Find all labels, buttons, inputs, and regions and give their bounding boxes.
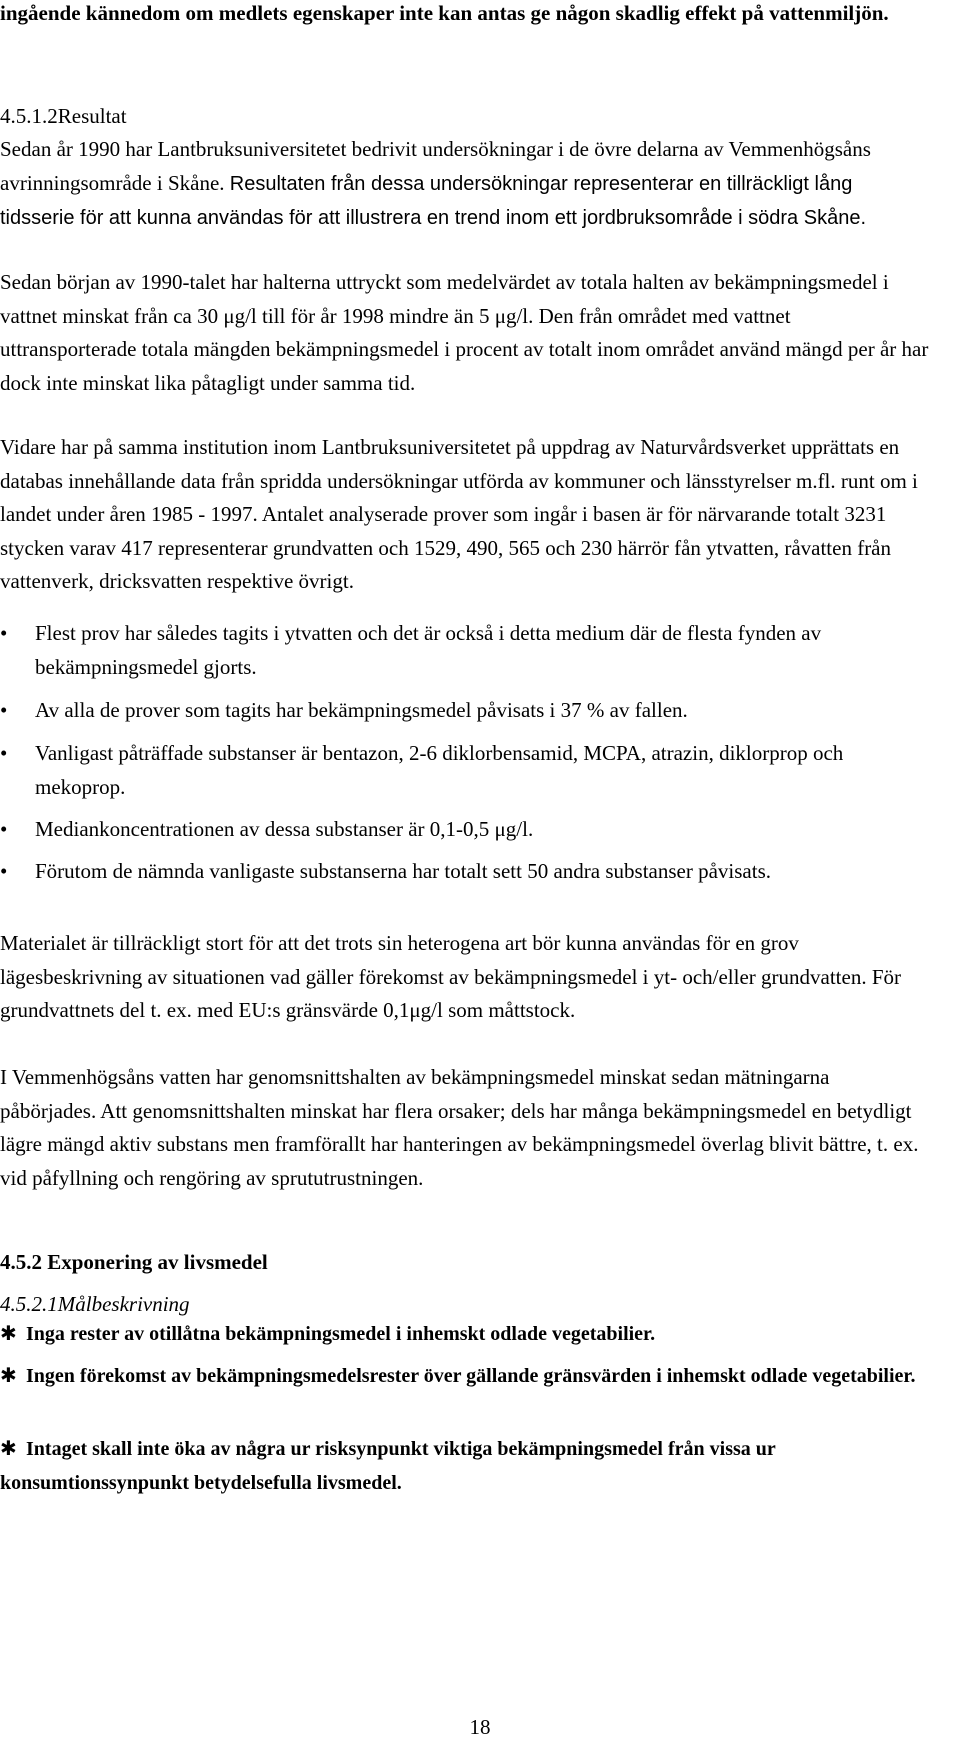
bullet-icon: • [0,741,8,765]
goal-item [0,1433,930,1500]
intro-paragraph: ingående kännedom om medlets egenskaper inte kan antas ge någon skadlig effekt på vattenmiljön. [0,1,889,25]
bullet-item [0,737,930,804]
paragraph-results-3: Vidare har på samma institution inom Lantbruksuniversitetet på uppdrag av Naturvårdsverket upprättats en databas innehållande data från spridda undersökningar utförda av kommuner och länsstyrelser m.fl. runt om i landet under åren 1985 - 1997. Antalet analyserade prover som ingår i basen är för närvarande totalt 3231 stycken varav 417 representerar grundvatten och 1529, 490, 565 och 230 härrör fån ytvatten, råvatten från vattenverk, dricksvatten respektive övrigt. [0,435,918,593]
bullet-item [0,855,930,889]
bullet-text: Vanligast påträffade substanser är bentazon, 2-6 diklorbensamid, MCPA, atrazin, diklorprop och mekoprop. [35,741,844,799]
bullet-text: Mediankoncentrationen av dessa substanser är 0,1-0,5 μg/l. [35,817,534,841]
asterisk-icon: ✱ [0,1365,17,1387]
bullet-icon: • [0,817,8,841]
goal-text: Intaget skall inte öka av några ur risksynpunkt viktiga bekämpningsmedel från vissa ur konsumtionssynpunkt betydelsefulla livsmedel. [0,1438,776,1494]
subsection-heading-4-5-2-1: 4.5.2.1Målbeskrivning [0,1292,190,1316]
bullet-item [0,617,930,684]
goal-item [0,1360,930,1394]
page-number: 18 [469,1715,491,1739]
bullet-icon: • [0,859,8,883]
paragraph-results-1-serif: Sedan år 1990 har Lantbruksuniversitetet bedrivit undersökningar i de övre delarna av Vemmenhögsåns avrinningsområde i Skåne. [0,137,871,195]
paragraph-results-2: Sedan början av 1990-talet har halterna uttryckt som medelvärdet av totala halten av bekämpningsmedel i vattnet minskat från ca 30 μg/l till för år 1998 mindre än 5 μg/l. Den från området med vattnet uttransporterade totala mängden bekämpningsmedel i procent av totalt inom området använd mängd per år har dock inte minskat lika påtagligt under samma tid. [0,270,929,395]
bullet-text: Förutom de nämnda vanligaste substanserna har totalt sett 50 andra substanser påvisats. [35,859,771,883]
section-heading-4-5-2: 4.5.2 Exponering av livsmedel [0,1250,268,1274]
bullet-icon: • [0,621,8,645]
bullet-item [0,813,930,847]
paragraph-results-4: Materialet är tillräckligt stort för att det trots sin heterogena art bör kunna användas för en grov lägesbeskrivning av situationen vad gäller förekomst av bekämpningsmedel i yt- och/eller grundvatten. För grundvattnets del t. ex. med EU:s gränsvärde 0,1μg/l som måttstock. [0,931,902,1022]
goal-item [0,1318,930,1352]
bullet-text: Flest prov har således tagits i ytvatten och det är också i detta medium där de flesta fynden av bekämpningsmedel gjorts. [35,621,822,679]
bullet-item [0,694,930,728]
asterisk-icon: ✱ [0,1438,17,1460]
bullet-text: Av alla de prover som tagits har bekämpningsmedel påvisats i 37 % av fallen. [35,698,688,722]
paragraph-results-5: I Vemmenhögsåns vatten har genomsnittshalten av bekämpningsmedel minskat sedan mätningarna påbörjades. Att genomsnittshalten minskat har flera orsaker; dels har många bekämpningsmedel en betydligt lägre mängd aktiv substans men framförallt har hanteringen av bekämpningsmedel överlag blivit bättre, t. ex. vid påfyllning och rengöring av sprututrustningen. [0,1065,919,1190]
paragraph-results-1 [0,133,930,236]
goal-text: Ingen förekomst av bekämpningsmedelsrester över gällande gränsvärden i inhemskt odlade vegetabilier. [26,1365,916,1387]
goal-text: Inga rester av otillåtna bekämpningsmedel i inhemskt odlade vegetabilier. [26,1323,656,1345]
asterisk-icon: ✱ [0,1323,17,1345]
bullet-icon: • [0,698,8,722]
paragraph-results-1-sans: Resultaten från dessa undersökningar representerar en tillräckligt lång tidsserie för att kunna användas för att illustrera en trend inom ett jordbruksområde i södra Skåne. [0,172,867,229]
section-heading-4-5-1-2: 4.5.1.2Resultat [0,104,127,128]
